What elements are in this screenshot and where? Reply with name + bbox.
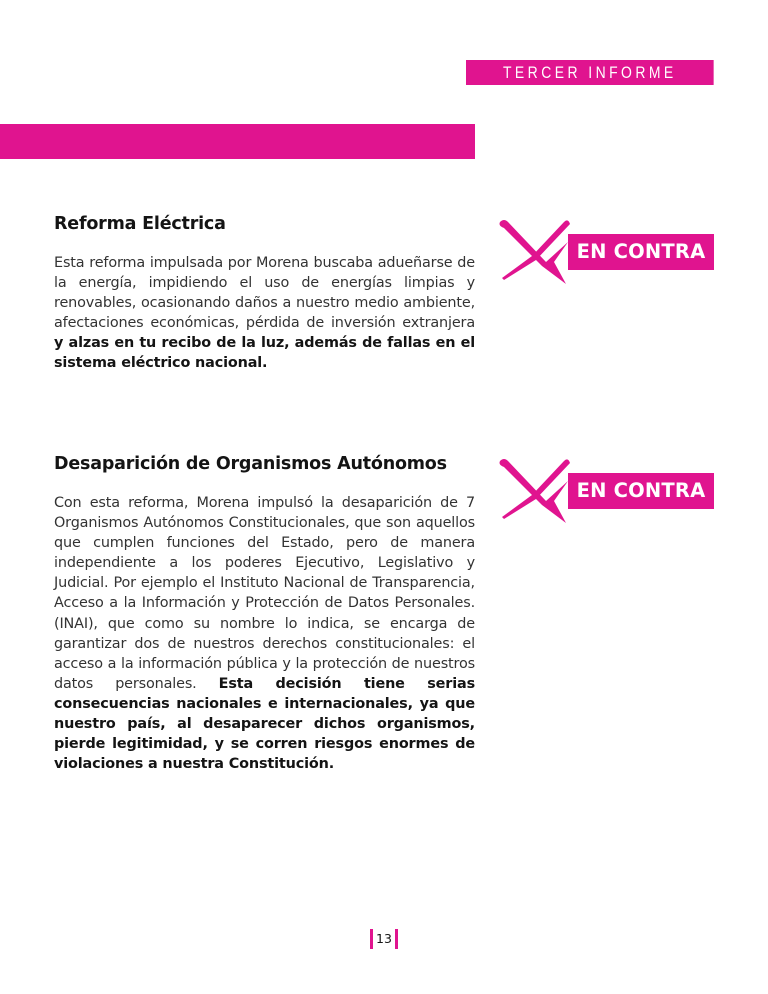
section-organismos-autonomos bbox=[54, 454, 475, 774]
body-regular-text: Esta reforma impulsada por Morena buscaba adueñarse de la energía, impidiendo el uso de energías limpias y renovables, ocasionando daños a nuestro medio ambiente, afectaciones económicas, pérdida de inversión extranjera bbox=[54, 255, 475, 332]
badge-label: EN CONTRA bbox=[568, 473, 714, 509]
body-bold-text: y alzas en tu recibo de la luz, además de fallas en el sistema eléctrico nacional. bbox=[54, 335, 475, 372]
page-number: 13 bbox=[370, 929, 398, 949]
vote-badge-en-contra bbox=[496, 218, 716, 288]
badge-label: EN CONTRA bbox=[568, 234, 714, 270]
report-title-tag: TERCER INFORME LEGISLATIVO bbox=[466, 60, 714, 85]
section-reforma-electrica bbox=[54, 214, 475, 374]
x-mark-icon bbox=[496, 218, 572, 286]
decorative-pink-bar bbox=[0, 124, 475, 159]
x-mark-icon bbox=[496, 457, 572, 525]
section-body bbox=[54, 493, 475, 774]
section-title: Desaparición de Organismos Autónomos bbox=[54, 454, 447, 474]
vote-badge-en-contra bbox=[496, 457, 716, 527]
section-title: Reforma Eléctrica bbox=[54, 214, 226, 234]
body-regular-text: Con esta reforma, Morena impulsó la desaparición de 7 Organismos Autónomos Constitucionales, que son aquellos que cumplen funciones del Estado, pero de manera independiente a los poderes Ejecutivo, Legislativo y Judicial. Por ejemplo el Instituto Nacional de Transparencia, Acceso a la Información y Protección de Datos Personales. (INAI), que como su nombre lo indica, se encarga de garantizar dos de nuestros derechos constitucionales: el acceso a la información pública y la protección de nuestros datos personales. bbox=[54, 495, 475, 692]
section-body bbox=[54, 253, 475, 374]
body-bold-text: Esta decisión tiene serias consecuencias nacionales e internacionales, ya que nuestro país, al desaparecer dichos organismos, pierde legitimidad, y se corren riesgos enormes de violaciones a nuestra Constitución. bbox=[54, 675, 475, 773]
